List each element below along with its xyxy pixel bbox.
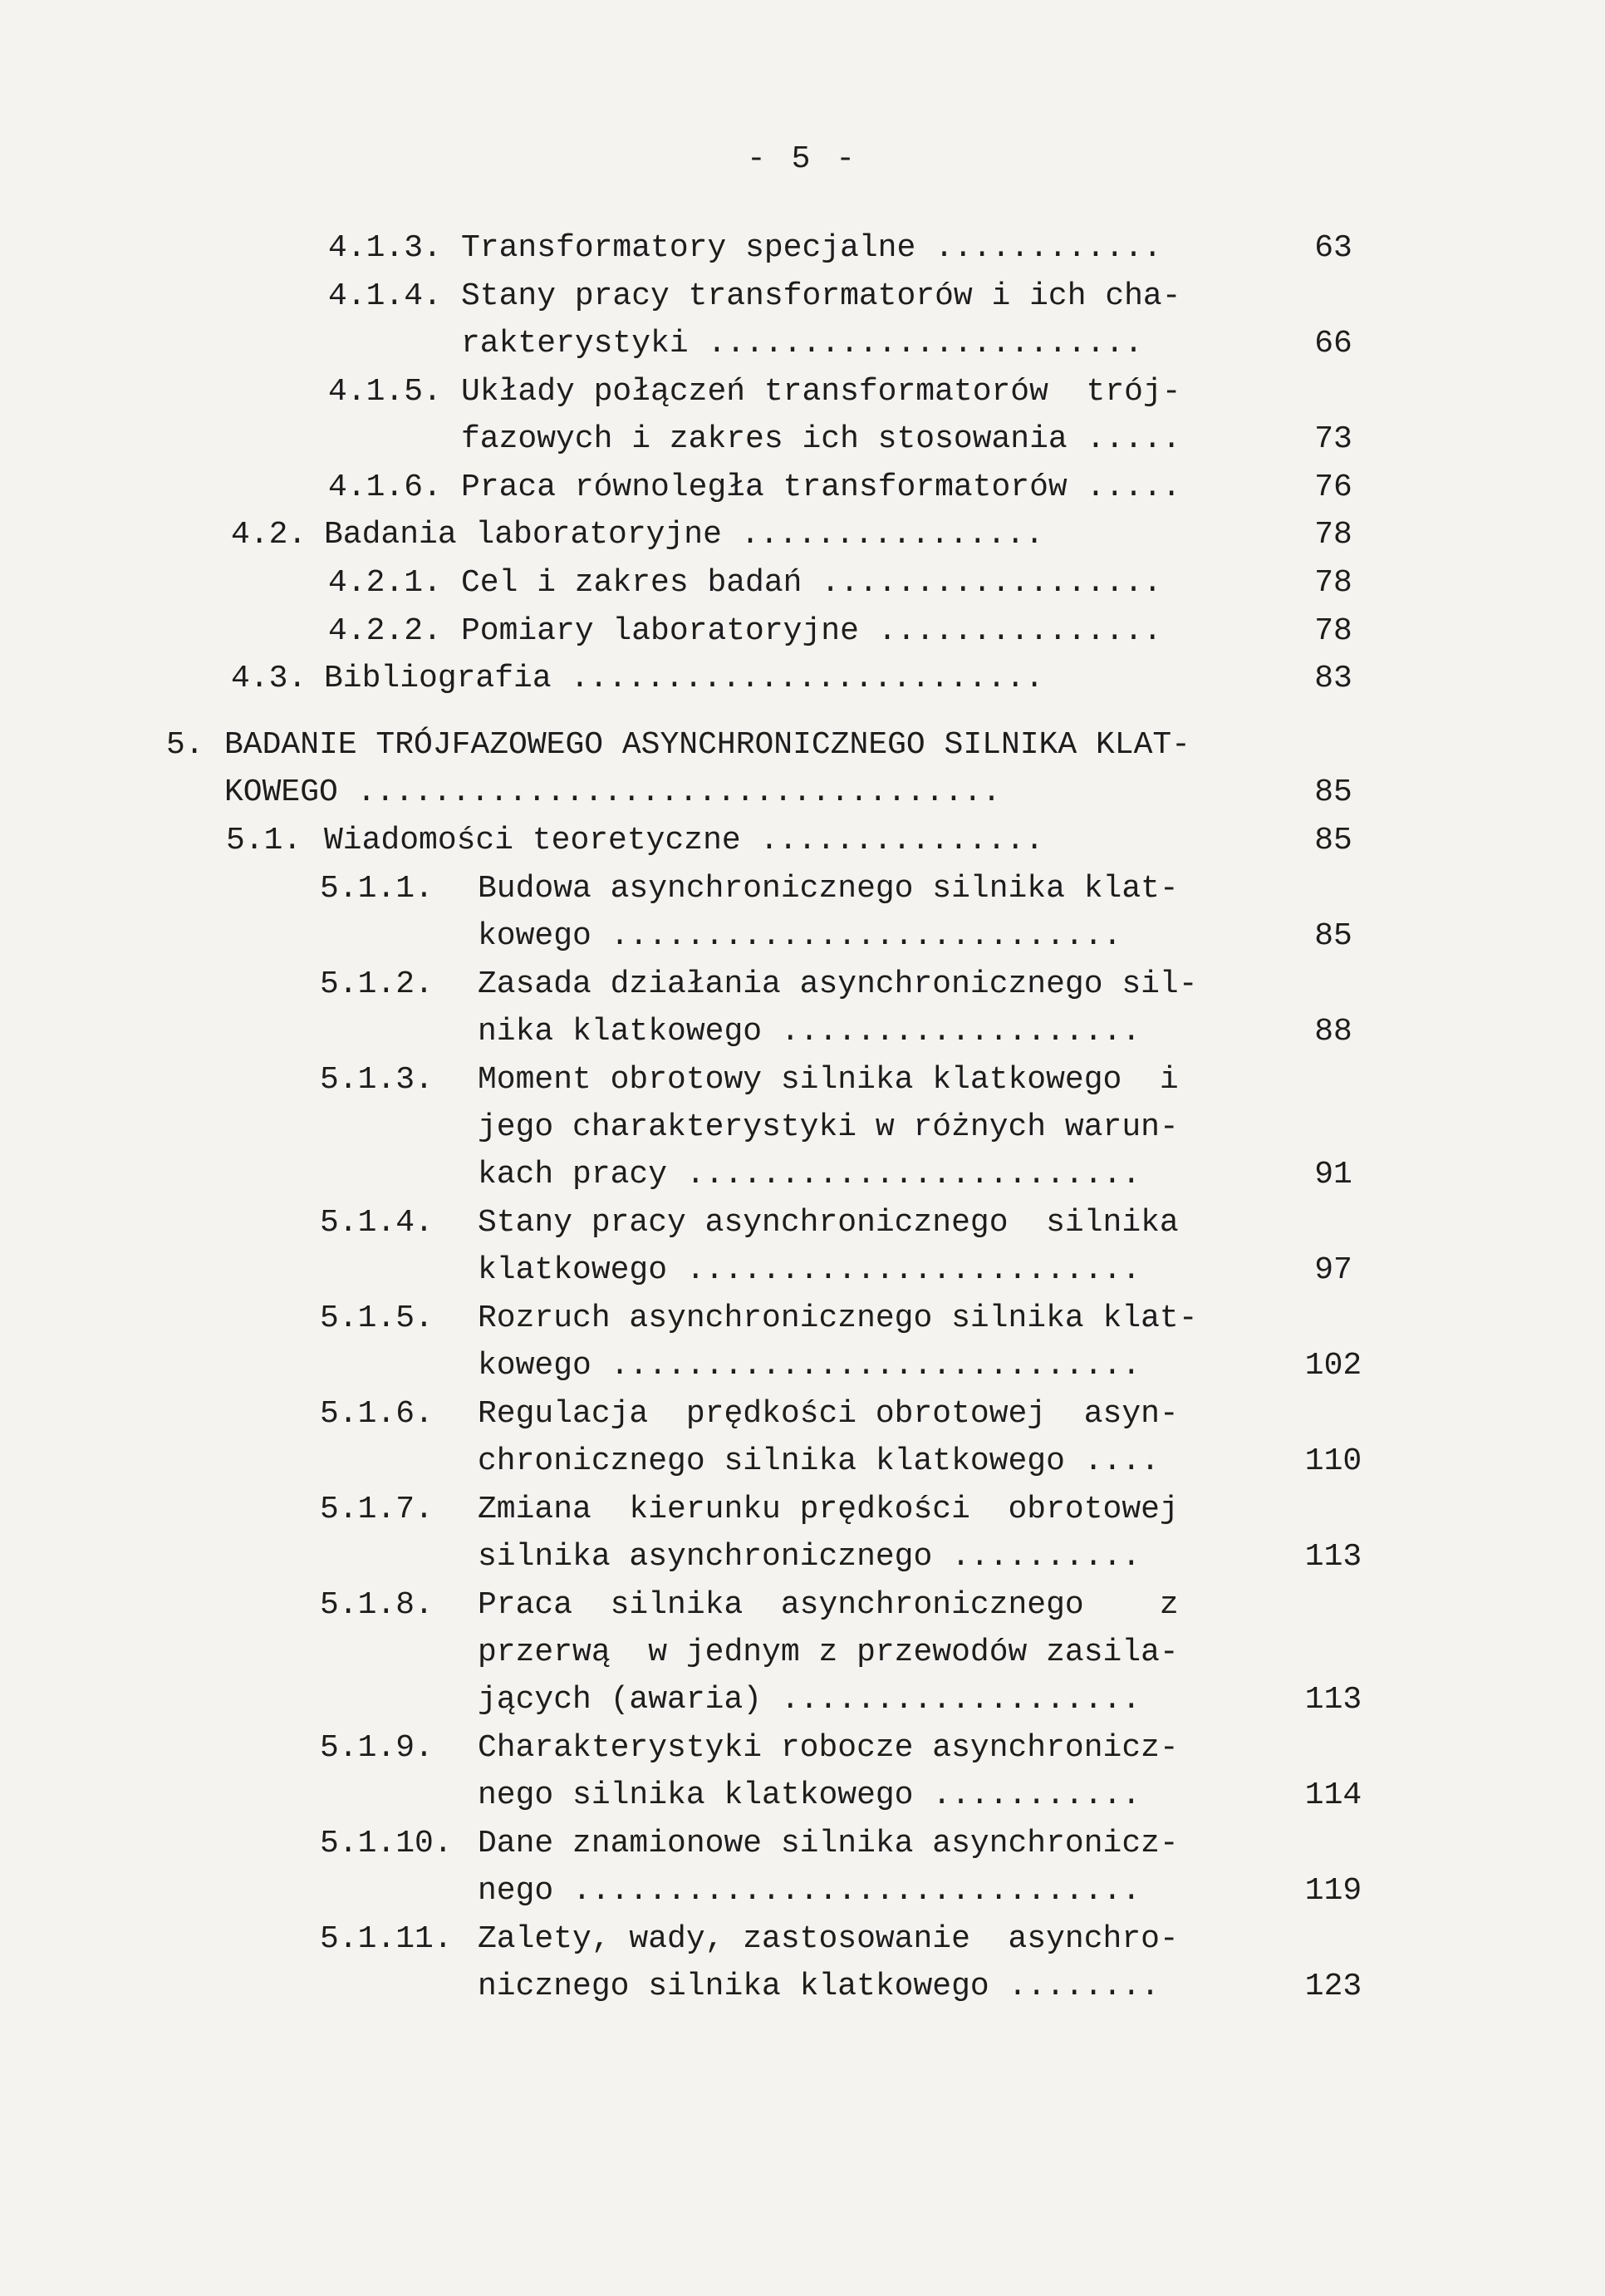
toc-entry-number: 5.: [166, 727, 204, 763]
toc-entry-page: 85: [1314, 823, 1352, 858]
toc-entry-number: 5.1.6.: [320, 1396, 434, 1432]
toc-entry-page: 119: [1304, 1873, 1362, 1909]
toc-entry-page: 63: [1314, 230, 1352, 266]
toc-entry-page: 91: [1314, 1157, 1352, 1192]
toc-entry-number: 5.1.10.: [320, 1826, 453, 1861]
toc-entry-title-line: Wiadomości teoretyczne ...............: [324, 823, 1044, 858]
toc-entry-page: 97: [1314, 1252, 1352, 1288]
toc-entry-title-line: Praca silnika asynchronicznego z: [478, 1587, 1179, 1623]
toc-entry-number: 5.1.5.: [320, 1300, 434, 1336]
toc-entry-title-line: chronicznego silnika klatkowego ....: [478, 1443, 1160, 1479]
toc-entry-title-line: Zalety, wady, zastosowanie asynchro-: [478, 1921, 1179, 1957]
toc-entry-title-line: Badania laboratoryjne ................: [324, 517, 1044, 553]
toc-entry-title-line: Dane znamionowe silnika asynchronicz-: [478, 1826, 1179, 1861]
toc-entry-title-line: Regulacja prędkości obrotowej asyn-: [478, 1396, 1179, 1432]
toc-entry-number: 4.1.6.: [328, 470, 442, 505]
toc-entry-number: 5.1.1.: [320, 871, 434, 907]
toc-entry-title-line: nicznego silnika klatkowego ........: [478, 1969, 1160, 2004]
toc-entry-title-line: jego charakterystyki w różnych warun-: [478, 1109, 1179, 1145]
toc-entry-page: 76: [1314, 470, 1352, 505]
toc-entry-number: 5.1.7.: [320, 1492, 434, 1527]
toc-entry-title-line: silnika asynchronicznego ..........: [478, 1539, 1141, 1575]
toc-entry-page: 78: [1314, 613, 1352, 649]
toc-entry-page: 110: [1304, 1443, 1362, 1479]
toc-entry-page: 114: [1304, 1777, 1362, 1813]
toc-entry-title-line: Bibliografia .........................: [324, 661, 1044, 696]
page-number: - 5 -: [746, 141, 859, 177]
toc-entry-number: 4.3.: [231, 661, 307, 696]
toc-entry-number: 4.1.3.: [328, 230, 442, 266]
toc-entry-title-line: Stany pracy transformatorów i ich cha-: [461, 278, 1181, 314]
toc-entry-number: 4.2.: [231, 517, 307, 553]
toc-entry-title-line: Moment obrotowy silnika klatkowego i: [478, 1062, 1179, 1098]
toc-entry-title-line: Charakterystyki robocze asynchronicz-: [478, 1730, 1179, 1766]
toc-entry-number: 5.1.9.: [320, 1730, 434, 1766]
toc-entry-title-line: kowego ............................: [478, 1348, 1141, 1384]
toc-entry-page: 66: [1314, 326, 1352, 361]
toc-entry-title-line: Układy połączeń transformatorów trój-: [461, 374, 1181, 410]
toc-entry-title-line: Cel i zakres badań ..................: [461, 565, 1162, 601]
toc-entry-title-line: rakterystyki .......................: [461, 326, 1143, 361]
toc-entry-title-line: jących (awaria) ...................: [478, 1682, 1141, 1718]
toc-entry-number: 4.1.4.: [328, 278, 442, 314]
toc-entry-page: 85: [1314, 774, 1352, 810]
toc-entry-title-line: przerwą w jednym z przewodów zasila-: [478, 1635, 1179, 1670]
toc-entry-page: 78: [1314, 517, 1352, 553]
toc-entry-page: 113: [1304, 1682, 1362, 1718]
toc-entry-title-line: Zasada działania asynchronicznego sil-: [478, 966, 1198, 1002]
toc-entry-number: 5.1.11.: [320, 1921, 453, 1957]
toc-entry-title-line: Zmiana kierunku prędkości obrotowej: [478, 1492, 1179, 1527]
toc-entry-page: 73: [1314, 421, 1352, 457]
toc-entry-page: 113: [1304, 1539, 1362, 1575]
toc-entry-title-line: Budowa asynchronicznego silnika klat-: [478, 871, 1179, 907]
toc-entry-page: 88: [1314, 1014, 1352, 1050]
toc-entry-number: 4.2.1.: [328, 565, 442, 601]
toc-entry-number: 5.1.2.: [320, 966, 434, 1002]
toc-entry-number: 4.1.5.: [328, 374, 442, 410]
toc-entry-page: 123: [1304, 1969, 1362, 2004]
toc-entry-number: 4.2.2.: [328, 613, 442, 649]
toc-entry-title-line: Rozruch asynchronicznego silnika klat-: [478, 1300, 1198, 1336]
toc-entry-title-line: Stany pracy asynchronicznego silnika: [478, 1205, 1179, 1241]
toc-entry-page: 85: [1314, 918, 1352, 954]
toc-entry-title-line: Praca równoległa transformatorów .....: [461, 470, 1181, 505]
toc-entry-title-line: Pomiary laboratoryjne ...............: [461, 613, 1162, 649]
toc-entry-page: 78: [1314, 565, 1352, 601]
toc-entry-title-line: KOWEGO ..................................: [224, 774, 1001, 810]
toc-entry-number: 5.1.8.: [320, 1587, 434, 1623]
toc-entry-title-line: klatkowego ........................: [478, 1252, 1141, 1288]
toc-entry-title-line: kowego ...........................: [478, 918, 1122, 954]
toc-entry-page: 83: [1314, 661, 1352, 696]
toc-entry-number: 5.1.4.: [320, 1205, 434, 1241]
toc-entry-title-line: nika klatkowego ...................: [478, 1014, 1141, 1050]
toc-entry-title-line: BADANIE TRÓJFAZOWEGO ASYNCHRONICZNEGO SILNIKA KLAT-: [224, 727, 1190, 763]
toc-entry-page: 102: [1304, 1348, 1362, 1384]
toc-entry-title-line: nego silnika klatkowego ...........: [478, 1777, 1141, 1813]
toc-entry-title-line: kach pracy ........................: [478, 1157, 1141, 1192]
toc-entry-number: 5.1.: [226, 823, 302, 858]
toc-entry-title-line: nego ..............................: [478, 1873, 1141, 1909]
toc-entry-title-line: fazowych i zakres ich stosowania .....: [461, 421, 1181, 457]
toc-entry-number: 5.1.3.: [320, 1062, 434, 1098]
toc-entry-title-line: Transformatory specjalne ............: [461, 230, 1162, 266]
